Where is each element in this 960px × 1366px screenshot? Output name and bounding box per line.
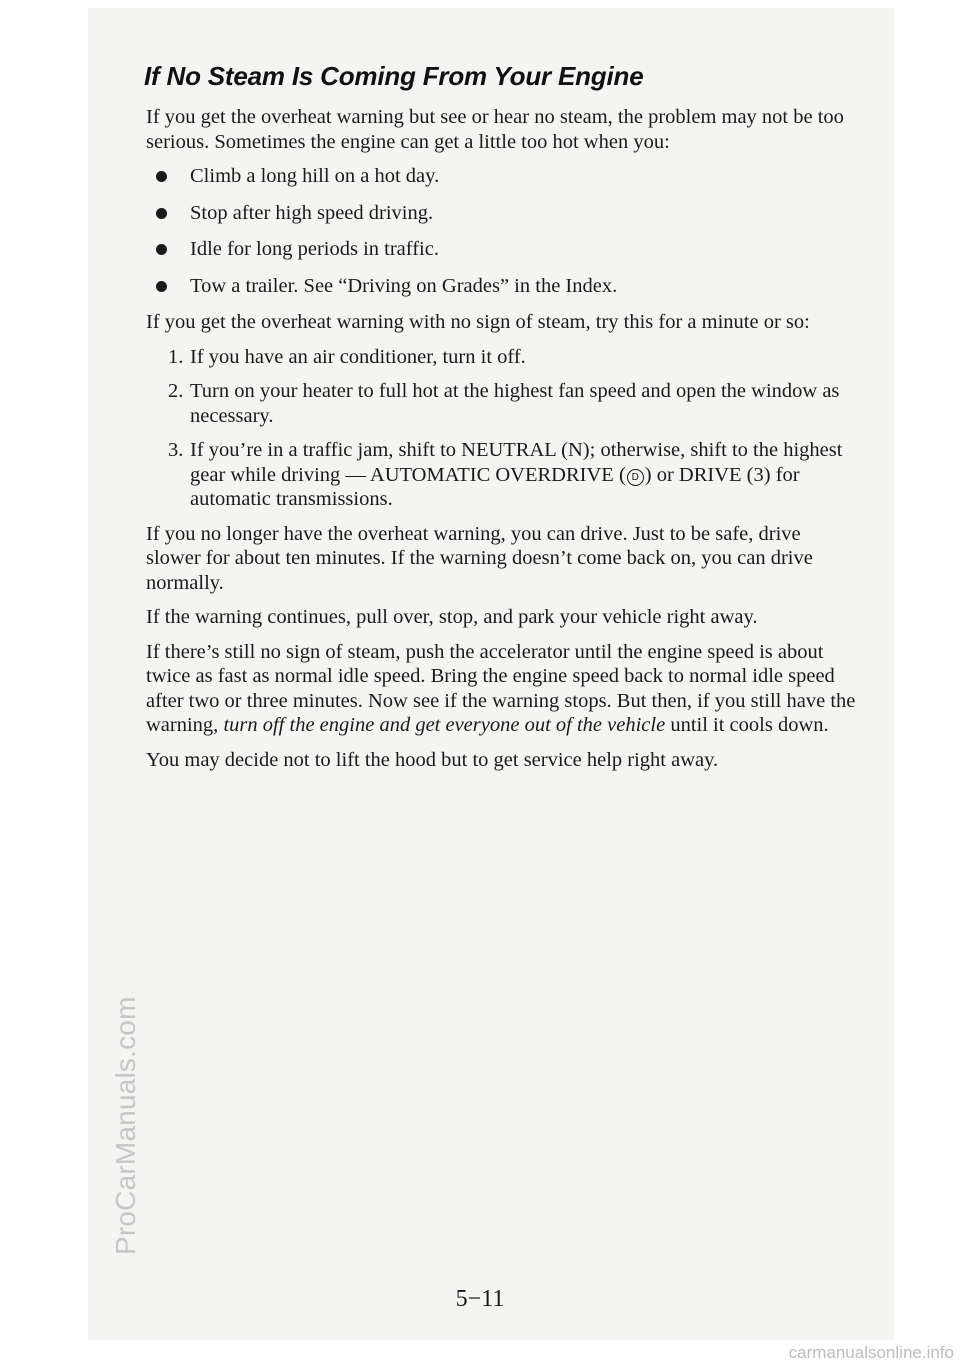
- still-no-steam-paragraph: [146, 640, 860, 738]
- step-item: [146, 438, 860, 512]
- step-number: 2.: [168, 380, 184, 402]
- step-text: Turn on your heater to full hot at the highest fan speed and open the window as necessary.: [190, 380, 840, 427]
- step-number: 3.: [168, 439, 184, 461]
- intro-paragraph: If you get the overheat warning but see or hear no steam, the problem may not be too serious. Sometimes the engine can get a little too hot when you:: [146, 106, 844, 153]
- warning-continues-paragraph: If the warning continues, pull over, stop, and park your vehicle right away.: [146, 606, 758, 628]
- step-text: If you have an air conditioner, turn it off.: [190, 345, 526, 368]
- page-content: [146, 60, 860, 782]
- conditions-list: [146, 164, 860, 298]
- list-item-text: Idle for long periods in traffic.: [190, 238, 439, 260]
- section-heading: If No Steam Is Coming From Your Engine: [144, 61, 644, 91]
- side-watermark: ProCarManuals.com: [110, 996, 141, 1255]
- bullet-icon: [156, 208, 167, 219]
- list-item-text: Stop after high speed driving.: [190, 201, 434, 224]
- hood-paragraph: You may decide not to lift the hood but to get service help right away.: [146, 748, 719, 771]
- still-text-emphasis: turn off the engine and get everyone out of the vehicle: [223, 714, 666, 736]
- list-item: [146, 237, 860, 262]
- step-text-before: If you’re in a traffic jam, shift to NEUTRAL (N); otherwise, shift to the highest gear while driving — AUTOMATIC OVERDRIVE (: [190, 439, 843, 486]
- list-item-text: Tow a trailer. See “Driving on Grades” in the Index.: [190, 274, 618, 297]
- list-item-text: Climb a long hill on a hot day.: [190, 165, 440, 187]
- list-item: [146, 201, 860, 226]
- still-text-before: If there’s still no sign of steam, push the accelerator until the engine speed is about twice as fast as normal idle speed. Bring the engine speed back to normal idle speed after two or three minutes. Now see if the warning stops. But then, if you still have the warning,: [146, 640, 856, 736]
- steps-list: [146, 345, 860, 512]
- overdrive-symbol-icon: D: [627, 469, 644, 486]
- step-number: 1.: [168, 345, 184, 368]
- step-text: [190, 439, 842, 510]
- still-text-after: until it cools down.: [665, 714, 829, 736]
- bullet-icon: [156, 244, 167, 255]
- page-number: 5−11: [455, 1286, 505, 1312]
- no-longer-warning-paragraph: If you no longer have the overheat warning, you can drive. Just to be safe, drive slower for about ten minutes. If the warning doesn’t come back on, you can drive normally.: [146, 522, 813, 594]
- bullet-icon: [156, 171, 167, 182]
- bottom-watermark: carmanualsonline.info: [788, 1343, 954, 1362]
- steps-intro-paragraph: If you get the overheat warning with no sign of steam, try this for a minute or so:: [146, 311, 810, 333]
- list-item: [146, 164, 860, 189]
- step-item: [146, 345, 860, 370]
- step-item: [146, 379, 860, 428]
- list-item: [146, 274, 860, 299]
- step-text-after: ) or DRIVE (3) for automatic transmissions.: [190, 463, 800, 510]
- bullet-icon: [156, 281, 167, 292]
